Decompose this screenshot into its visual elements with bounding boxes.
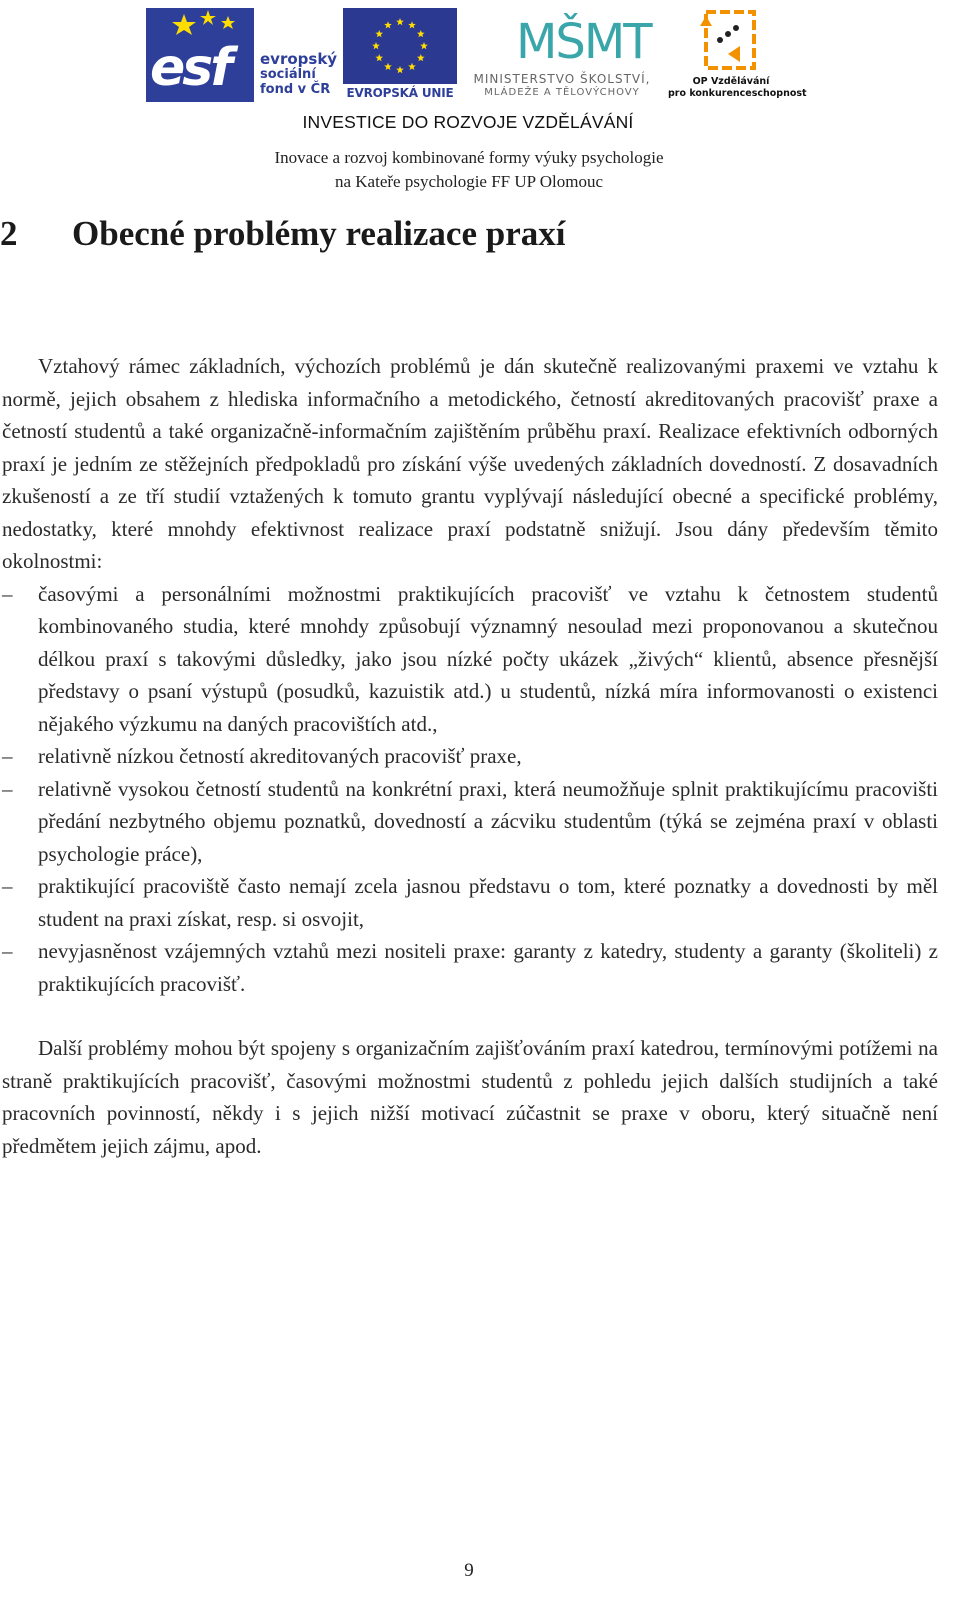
esf-text bbox=[260, 52, 337, 97]
msmt-line2: MLÁDEŽE A TĚLOVÝCHOVY bbox=[484, 87, 640, 98]
esf-line1: evropský bbox=[260, 50, 338, 68]
problem-list bbox=[2, 578, 938, 1001]
op-line1: OP Vzdělávání bbox=[692, 76, 770, 87]
esf-line2: sociální bbox=[260, 67, 316, 82]
list-item-text: relativně nízkou četností akreditovaných pracovišť praxe, bbox=[38, 744, 522, 768]
esf-logo-box bbox=[146, 8, 254, 102]
list-item bbox=[2, 935, 938, 1000]
msmt-line1: MINISTERSTVO ŠKOLSTVÍ, bbox=[473, 72, 651, 86]
chapter-title bbox=[0, 206, 565, 262]
eu-star-icon bbox=[384, 63, 392, 70]
paragraph-1: Vztahový rámec základních, výchozích problémů je dán skutečně realizovanými praxemi ve vztahu k normě, jejich obsahem z hlediska informačního a metodického, četností akreditovaných pracovišť praxe a četností studentů a také organizačně-informačním zajištěním průběhu praxí. Realizace efektivních odborných praxí je jedním ze stěžejních předpokladů pro získání výše uvedených základních dovedností. Z dosavadních zkušeností a ze tří studií vztažených k tomuto grantu vyplývají následující obecné a specifické problémy, nedostatky, které mnohdy efektivnost realizace praxí podstatně snižují. Jsou dány především těmito okolnostmi: bbox=[2, 354, 938, 573]
eu-star-icon bbox=[375, 30, 383, 37]
project-line2: na Kateře psychologie FF UP Olomouc bbox=[334, 172, 604, 191]
list-item bbox=[2, 870, 938, 935]
list-item bbox=[2, 773, 938, 871]
list-item bbox=[2, 740, 938, 773]
op-logo bbox=[668, 6, 807, 106]
eu-star-icon bbox=[384, 21, 392, 28]
paragraph-2: Další problémy mohou být spojeny s organizačním zajišťováním praxí katedrou, termínovými potížemi na straně praktikujících pracovišť, časovými možnostmi studentů z pohledu jejich dalších studijních a také pracovních povinností, někdy i s jejich nižší motivací zúčastnit se praxe v oboru, který situačně není předmětem jejich zájmu, apod. bbox=[2, 1036, 938, 1158]
list-item-text: nevyjasněnost vzájemných vztahů mezi nositeli praxe: garanty z katedry, studenty a garanty (školiteli) z praktikujících pracovišť. bbox=[38, 939, 938, 996]
eu-label: EVROPSKÁ UNIE bbox=[346, 86, 454, 100]
msmt-mark: MŠMT bbox=[516, 14, 651, 70]
eu-star-icon bbox=[420, 42, 428, 49]
logo-bar bbox=[0, 6, 960, 116]
list-dash: – bbox=[2, 776, 13, 801]
eu-star-icon bbox=[408, 21, 416, 28]
list-item bbox=[2, 578, 938, 741]
eu-flag-icon bbox=[343, 8, 457, 84]
op-emblem-icon bbox=[668, 6, 794, 76]
list-item-text: praktikující pracoviště často nemají zcela jasnou představu o tom, které poznatky a dovednosti by měl student na praxi získat, resp. si osvojit, bbox=[38, 874, 938, 931]
msmt-logo bbox=[464, 6, 660, 106]
list-item-text: časovými a personálními možnostmi praktikujících pracovišť ve vztahu k četnostem studentů kombinovaného studia, které mnohdy způsobují významný nesoulad mezi proponovanou a skutečnou délkou praxí s takovými důsledky, jako jsou nízké počty ukázek „živých“ klientů, absence přesnější představy o psaní výstupů (posudků, kazuistik atd.) u studentů, nízká míra informovanosti o existenci nějakého výzkumu na daných pracovištích atd., bbox=[38, 581, 938, 736]
eu-star-icon bbox=[372, 42, 380, 49]
list-dash: – bbox=[2, 939, 13, 963]
esf-line3: fond v ČR bbox=[260, 82, 331, 97]
project-subtitle bbox=[0, 146, 938, 194]
eu-star-icon bbox=[417, 30, 425, 37]
project-line1: Inovace a rozvoj kombinované formy výuky psychologie bbox=[274, 148, 664, 167]
eu-star-icon bbox=[375, 54, 383, 61]
esf-logo bbox=[146, 8, 338, 104]
chapter-title-text: Obecné problémy realizace praxí bbox=[72, 214, 566, 253]
eu-star-icon bbox=[396, 18, 404, 25]
list-item-text: relativně vysokou četností studentů na konkrétní praxi, která neumožňuje splnit praktikujícímu pracovišti předání nezbytného objemu poznatků, dovedností a zácviku studentům (týká se zejména praxí v oblasti psychologie práce), bbox=[38, 776, 938, 866]
list-dash: – bbox=[2, 581, 13, 606]
eu-logo bbox=[343, 8, 457, 104]
op-line2: pro konkurenceschopnost bbox=[668, 88, 807, 99]
esf-mark: esf bbox=[150, 38, 230, 98]
list-dash: – bbox=[2, 874, 13, 898]
investice-heading: INVESTICE DO ROZVOJE VZDĚLÁVÁNÍ bbox=[302, 112, 634, 132]
body-text bbox=[2, 350, 938, 1162]
eu-star-icon bbox=[408, 63, 416, 70]
chapter-number: 2 bbox=[0, 214, 18, 253]
page-number: 9 bbox=[464, 1560, 474, 1581]
list-dash: – bbox=[2, 744, 13, 768]
eu-star-icon bbox=[417, 54, 425, 61]
eu-star-icon bbox=[396, 66, 404, 73]
